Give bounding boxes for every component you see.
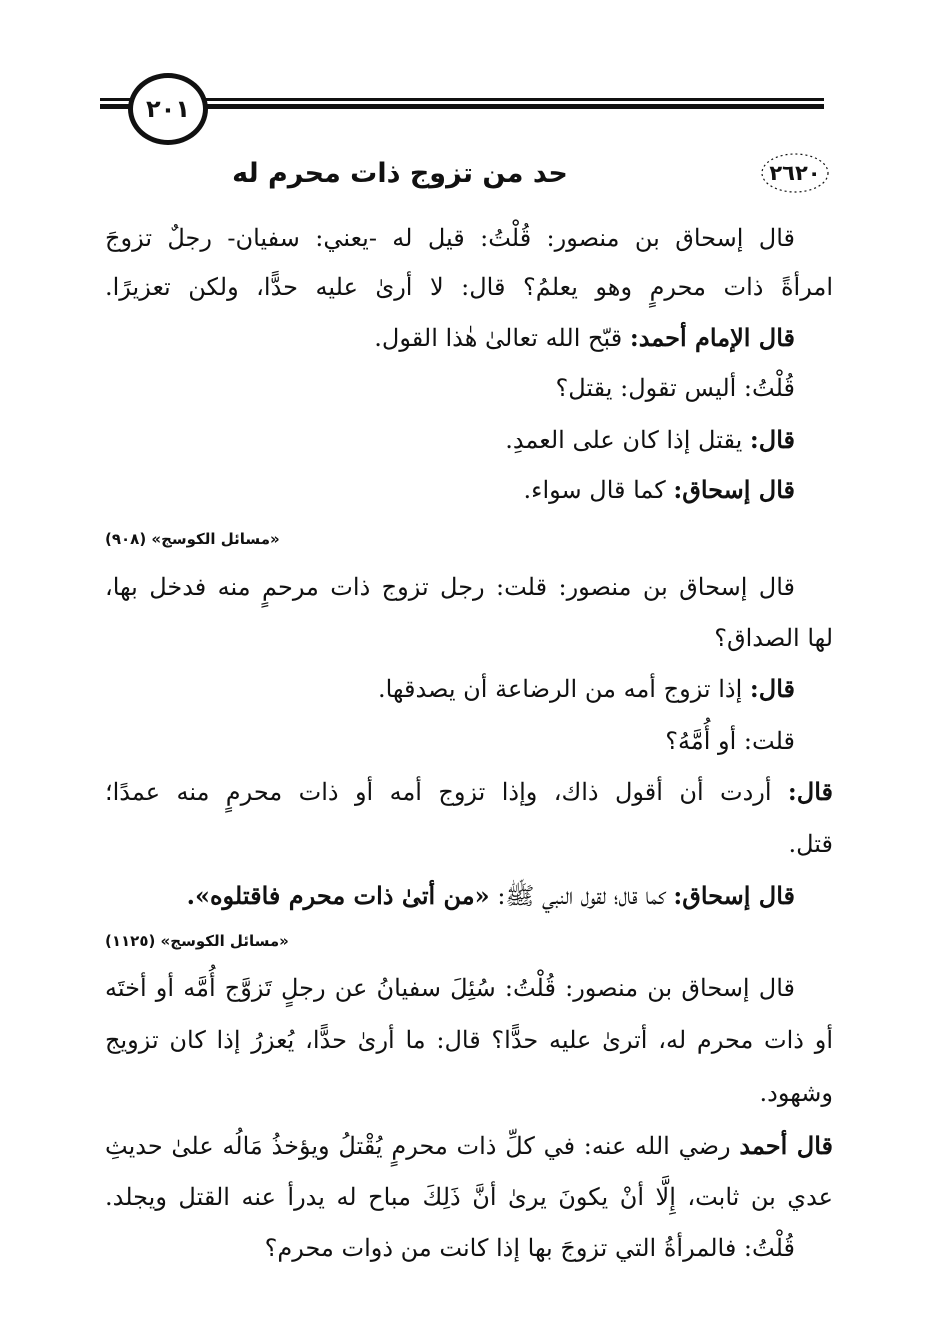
text-line: قلت: أو أُمَّهُ؟: [665, 727, 795, 755]
speaker-label: قال:: [787, 777, 833, 806]
source-citation: «مسائل الكوسج» (١١٢٥): [105, 932, 289, 950]
speech-text: قبّح الله تعالىٰ هٰذا القول.: [374, 324, 623, 352]
text-line: قال إسحاق بن منصور: قُلْتُ: قيل له -يعني: سفيان- رجلٌ تزوجَ: [105, 224, 795, 252]
speech-text: يقتل إذا كان على العمدِ.: [505, 426, 743, 454]
page-number: ٢٠١: [128, 73, 208, 145]
text-line: امرأةً ذات محرمٍ وهو يعلمُ؟ قال: لا أرىٰ عليه حدًّا، ولكن تعزيرًا.: [105, 273, 833, 301]
entry-number: ٢٦٢٠: [769, 161, 821, 185]
text-line: لها الصداق؟: [714, 624, 833, 652]
text-line: [105, 1122, 833, 1170]
speaker-label: قال إسحاق:: [673, 881, 795, 910]
speaker-label: قال:: [749, 425, 795, 454]
text-line: [105, 416, 833, 464]
text-line: [105, 466, 833, 514]
speaker-label: قال إسحاق:: [673, 475, 795, 504]
speech-text: كما قال؛ لقول النبي ﷺ:: [497, 882, 666, 910]
text-line: [105, 665, 833, 713]
speaker-label: قال:: [749, 674, 795, 703]
text-line: [105, 768, 833, 816]
text-line: أو ذات محرم له، أترىٰ عليه حدًّا؟ قال: ما أرىٰ حدًّا، يُعزرُ إذا كان تزويج: [105, 1026, 833, 1054]
speaker-label: قال الإمام أحمد:: [629, 323, 795, 352]
entry-number-badge: [760, 152, 830, 194]
section-title: حد من تزوج ذات محرم له: [232, 158, 568, 189]
speech-text: أردت أن أقول ذاك، وإذا تزوج أمه أو ذات محرمٍ منه عمدًا؛: [105, 778, 772, 806]
speaker-label: قال أحمد: [739, 1131, 833, 1160]
text-line: [105, 872, 833, 920]
text-line: وشهود.: [759, 1079, 833, 1107]
text-line: قتل.: [788, 830, 833, 858]
text-line: [105, 314, 833, 362]
text-line: قُلْتُ: أليس تقول: يقتل؟: [555, 374, 795, 402]
header-rule: [100, 92, 824, 116]
text-line: قال إسحاق بن منصور: قُلْتُ: سُئِلَ سفيانُ عن رجلٍ تَزوَّج أُمَّه أو أختَه: [105, 974, 795, 1002]
source-citation: «مسائل الكوسج» (٩٠٨): [105, 530, 280, 548]
speech-text: رضي الله عنه: في كلِّ ذات محرمٍ يُقْتلُ ويؤخذُ مَالُه علىٰ حديثِ: [105, 1132, 731, 1160]
text-line: عدي بن ثابت، إِلَّا أنْ يكونَ يرىٰ أنَّ ذَلِكَ مباح له يدرأ عنه القتل ويجلد.: [105, 1183, 833, 1211]
hadith-quote: «من أتىٰ ذات محرم فاقتلوه».: [186, 881, 490, 910]
text-line: قال إسحاق بن منصور: قلت: رجل تزوج ذات مرحمٍ منه فدخل بها،: [105, 573, 796, 601]
speech-text: إذا تزوج أمه من الرضاعة أن يصدقها.: [377, 675, 743, 703]
speech-text: كما قال سواء.: [523, 476, 666, 504]
text-line: قُلْتُ: فالمرأةُ التي تزوجَ بها إذا كانت من ذوات محرم؟: [264, 1234, 795, 1262]
